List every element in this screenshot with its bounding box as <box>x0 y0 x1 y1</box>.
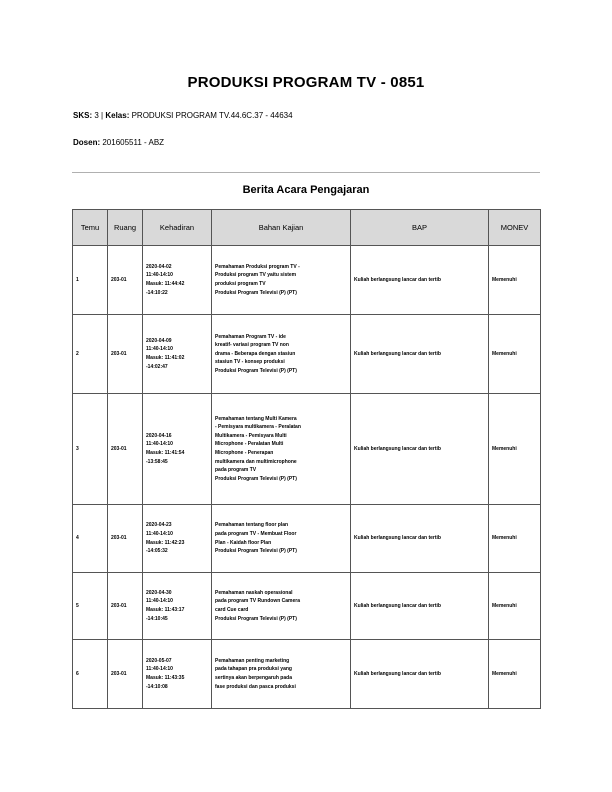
course-info <box>73 111 293 120</box>
bahan-kajian-line: produksi program TV <box>215 281 266 287</box>
bahan-kajian-line: Microphone - Penerapan <box>215 450 274 456</box>
cell-ruang: 203-01 <box>108 640 143 709</box>
bahan-kajian-line: pada tahapan pra produksi yang <box>215 666 292 673</box>
bahan-kajian-line: Pemahaman Produksi program TV - <box>215 263 300 270</box>
bahan-kajian-line: stasiun TV - konsep produksi <box>215 359 285 366</box>
cell-temu: 6 <box>73 640 108 709</box>
cell-bap: Kuliah berlangsung lancar dan tertib <box>351 246 489 315</box>
bahan-kajian-line: drama - Beberapa dengan stasiun <box>215 350 296 357</box>
dosen-value: 201605511 - ABZ <box>102 138 165 147</box>
cell-ruang: 203-01 <box>108 505 143 573</box>
kelas-label: Kelas: <box>105 111 130 120</box>
kehadiran-line: Masuk: 11:41:02 <box>146 355 185 361</box>
cell-kehadiran <box>143 315 212 394</box>
kehadiran-line: Masuk: 11:43:17 <box>146 607 185 613</box>
table-header-row <box>73 210 541 246</box>
cell-monev: Memenuhi <box>489 394 541 505</box>
kehadiran-line: 2020-04-16 <box>146 432 172 439</box>
column-header-kehadiran: Kehadiran <box>143 210 212 246</box>
cell-monev: Memenuhi <box>489 573 541 640</box>
cell-ruang: 203-01 <box>108 315 143 394</box>
kehadiran-line: Masuk: 11:43:35 <box>146 675 185 681</box>
kehadiran-line: Masuk: 11:42:23 <box>146 539 185 546</box>
cell-temu: 4 <box>73 505 108 573</box>
dosen-label: Dosen: <box>73 138 101 147</box>
cell-bahan-kajian <box>212 246 351 315</box>
kehadiran-line: -14:10:08 <box>146 683 168 690</box>
bahan-kajian-line: fase produksi dan pasca produksi <box>215 683 296 690</box>
bahan-kajian-line: multikamera dan multimicrophone <box>215 458 297 465</box>
cell-ruang: 203-01 <box>108 573 143 640</box>
table-row <box>73 394 541 505</box>
bahan-kajian-line: Multikamera - Pemisyara Multi <box>215 432 287 439</box>
kehadiran-line: 11:40-14:10 <box>146 346 173 353</box>
table-row <box>73 505 541 573</box>
bahan-kajian-line: kreatif- variasi program TV non <box>215 342 289 349</box>
cell-ruang: 203-01 <box>108 394 143 505</box>
bahan-kajian-line: Produksi Program Televisi (P) (PT) <box>215 615 297 622</box>
column-header-monev: MONEV <box>489 210 541 246</box>
cell-kehadiran <box>143 394 212 505</box>
table-body <box>73 246 541 709</box>
bahan-kajian-line: Plan - Kaidah floor Plan <box>215 539 272 546</box>
kehadiran-line: 2020-04-09 <box>146 337 172 344</box>
cell-bap: Kuliah berlangsung lancar dan tertib <box>351 394 489 505</box>
cell-temu: 3 <box>73 394 108 505</box>
cell-bap: Kuliah berlangsung lancar dan tertib <box>351 640 489 709</box>
bahan-kajian-line: Microphone - Peralatan Multi <box>215 441 284 448</box>
cell-monev: Memenuhi <box>489 640 541 709</box>
column-header-bap: BAP <box>351 210 489 246</box>
bahan-kajian-line: Pemahaman tentang floor plan <box>215 522 289 529</box>
cell-bahan-kajian <box>212 394 351 505</box>
cell-bahan-kajian <box>212 640 351 709</box>
kehadiran-line: 2020-05-07 <box>146 657 172 664</box>
cell-bahan-kajian <box>212 505 351 573</box>
kehadiran-line: Masuk: 11:41:54 <box>146 450 185 456</box>
bahan-kajian-line: Produksi Program Televisi (P) (PT) <box>215 289 297 296</box>
cell-bahan-kajian <box>212 315 351 394</box>
table-row <box>73 640 541 709</box>
page-title: PRODUKSI PROGRAM TV - 0851 <box>187 74 425 91</box>
kehadiran-line: 11:40-14:10 <box>146 272 173 279</box>
attendance-table <box>72 209 541 709</box>
bahan-kajian-line: pada program TV Rundown Camera <box>215 598 301 605</box>
kehadiran-line: 2020-04-30 <box>146 589 172 596</box>
table-row <box>73 246 541 315</box>
bahan-kajian-line: Produksi Program Televisi (P) (PT) <box>215 367 297 374</box>
cell-ruang: 203-01 <box>108 246 143 315</box>
cell-bap: Kuliah berlangsung lancar dan tertib <box>351 505 489 573</box>
cell-kehadiran <box>143 573 212 640</box>
bahan-kajian-line: pada program TV <box>215 467 257 474</box>
kehadiran-line: 11:40-14:10 <box>146 666 173 673</box>
section-title: Berita Acara Pengajaran <box>242 184 370 196</box>
cell-monev: Memenuhi <box>489 505 541 573</box>
bahan-kajian-line: Pemahaman Program TV - ide <box>215 333 286 340</box>
bahan-kajian-line: Pemahaman penting marketing <box>215 657 290 664</box>
kehadiran-line: 11:40-14:10 <box>146 598 173 605</box>
cell-temu: 1 <box>73 246 108 315</box>
bahan-kajian-line: card Cue card <box>215 607 249 613</box>
kehadiran-line: -14:05:32 <box>146 548 168 555</box>
sks-value: 3 | <box>94 111 104 120</box>
column-header-ruang: Ruang <box>108 210 143 246</box>
cell-temu: 2 <box>73 315 108 394</box>
cell-bap: Kuliah berlangsung lancar dan tertib <box>351 315 489 394</box>
kehadiran-line: -14:02:47 <box>146 363 168 370</box>
divider <box>72 172 540 173</box>
lecturer-info <box>73 138 164 147</box>
cell-bap: Kuliah berlangsung lancar dan tertib <box>351 573 489 640</box>
bahan-kajian-line: Produksi program TV yaitu sistem <box>215 272 297 279</box>
cell-monev: Memenuhi <box>489 315 541 394</box>
cell-bahan-kajian <box>212 573 351 640</box>
table-row <box>73 573 541 640</box>
cell-temu: 5 <box>73 573 108 640</box>
bahan-kajian-line: Produksi Program Televisi (P) (PT) <box>215 548 297 555</box>
bahan-kajian-line: - Pemisyara multikamera - Peralatan <box>215 424 301 431</box>
column-header-temu: Temu <box>73 210 108 246</box>
cell-kehadiran <box>143 640 212 709</box>
bahan-kajian-line: pada program TV - Membuat Floor <box>215 530 297 537</box>
kehadiran-line: Masuk: 11:44:42 <box>146 281 185 287</box>
bahan-kajian-line: Produksi Program Televisi (P) (PT) <box>215 475 297 482</box>
kehadiran-line: -14:10:45 <box>146 615 168 622</box>
bahan-kajian-line: Pemahaman tentang Multi Kamera <box>215 415 297 422</box>
kehadiran-line: 2020-04-02 <box>146 263 172 270</box>
kelas-value: PRODUKSI PROGRAM TV.44.6C.37 - 44634 <box>131 111 293 120</box>
kehadiran-line: 2020-04-23 <box>146 522 172 529</box>
table-row <box>73 315 541 394</box>
column-header-bahan-kajian: Bahan Kajian <box>212 210 351 246</box>
sks-label: SKS: <box>73 111 93 120</box>
kehadiran-line: 11:40-14:10 <box>146 530 173 537</box>
bahan-kajian-line: Pemahaman naskah operasional <box>215 589 293 596</box>
kehadiran-line: 11:40-14:10 <box>146 441 173 448</box>
cell-monev: Memenuhi <box>489 246 541 315</box>
bahan-kajian-line: sertinya akan berpengaruh pada <box>215 675 292 681</box>
cell-kehadiran <box>143 505 212 573</box>
kehadiran-line: -14:10:22 <box>146 289 168 296</box>
cell-kehadiran <box>143 246 212 315</box>
kehadiran-line: -13:58:45 <box>146 458 168 465</box>
